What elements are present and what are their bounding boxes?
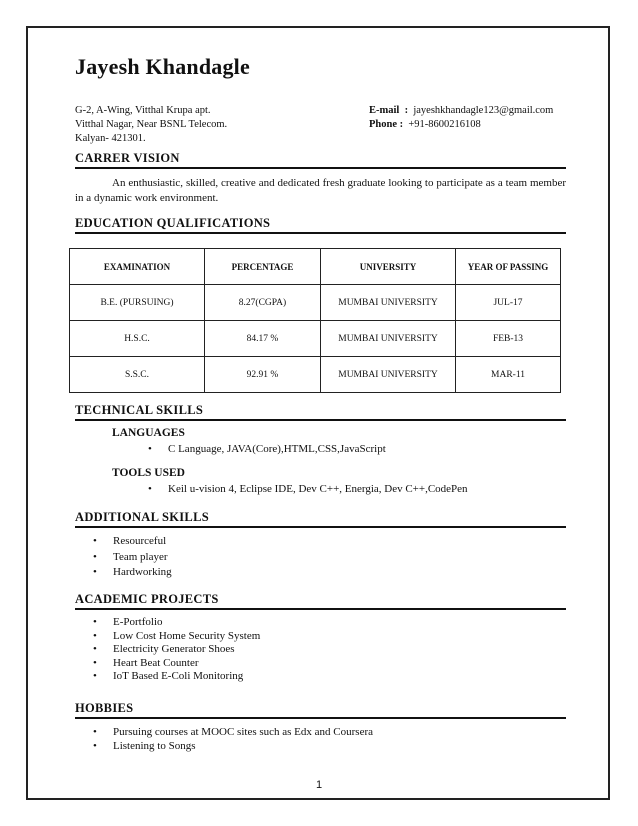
section-heading-projects: ACADEMIC PROJECTS <box>75 592 219 606</box>
address-line: Kalyan- 421301. <box>75 133 146 144</box>
career-vision-text: An enthusiastic, skilled, creative and dedicated fresh graduate looking to participate as a team member in a dynamic work environment. <box>75 177 566 204</box>
column-header: UNIVERSITY <box>321 249 456 285</box>
section-heading-additional: ADDITIONAL SKILLS <box>75 510 209 524</box>
section-divider <box>75 717 566 719</box>
section-divider <box>75 232 566 234</box>
section-heading-technical: TECHNICAL SKILLS <box>75 403 204 417</box>
section-heading-hobbies: HOBBIES <box>75 701 134 715</box>
column-header: PERCENTAGE <box>205 249 321 285</box>
table-header-row <box>70 249 561 285</box>
languages-list <box>148 442 386 457</box>
page-number: 1 <box>315 779 323 791</box>
section-divider <box>75 167 566 169</box>
list-item: • Electricity Generator Shoes <box>93 643 260 657</box>
phone-value: +91-8600216108 <box>408 119 481 130</box>
hobbies-list <box>93 725 373 753</box>
table-row <box>70 321 561 357</box>
section-divider <box>75 608 566 610</box>
email-label: E-mail <box>369 105 400 116</box>
education-table <box>69 248 561 393</box>
list-item: • Resourceful <box>93 534 172 550</box>
candidate-name: Jayesh Khandagle <box>75 54 250 79</box>
email-line: E-mail : jayeshkhandagle123@gmail.com <box>369 105 554 116</box>
address-block <box>75 104 227 146</box>
section-heading-career: CARRER VISION <box>75 151 180 165</box>
address-line: Vitthal Nagar, Near BSNL Telecom. <box>75 119 228 130</box>
table-cell: S.S.C. <box>70 357 205 393</box>
table-row <box>70 285 561 321</box>
list-item: • Keil u-vision 4, Eclipse IDE, Dev C++, Energia, Dev C++,CodePen <box>148 482 468 497</box>
list-item: • Pursuing courses at MOOC sites such as Edx and Coursera <box>93 725 373 739</box>
address-line: G-2, A-Wing, Vitthal Krupa apt. <box>75 105 211 116</box>
table-cell: FEB-13 <box>456 321 561 357</box>
list-item: • Heart Beat Counter <box>93 657 260 671</box>
table-cell: H.S.C. <box>70 321 205 357</box>
table-cell: B.E. (PURSUING) <box>70 285 205 321</box>
table-cell: MUMBAI UNIVERSITY <box>321 321 456 357</box>
table-cell: 84.17 % <box>205 321 321 357</box>
table-cell: 92.91 % <box>205 357 321 393</box>
languages-label: LANGUAGES <box>112 427 185 439</box>
table-cell: MUMBAI UNIVERSITY <box>321 285 456 321</box>
tools-label: TOOLS USED <box>112 467 185 479</box>
phone-label: Phone <box>369 119 398 130</box>
table-cell: JUL-17 <box>456 285 561 321</box>
table-cell: MUMBAI UNIVERSITY <box>321 357 456 393</box>
section-heading-education: EDUCATION QUALIFICATIONS <box>75 216 271 230</box>
column-header: EXAMINATION <box>70 249 205 285</box>
list-item: • Hardworking <box>93 565 172 581</box>
section-divider <box>75 419 566 421</box>
list-item: • Listening to Songs <box>93 739 373 753</box>
section-divider <box>75 526 566 528</box>
list-item: • IoT Based E-Coli Monitoring <box>93 670 260 684</box>
table-cell: MAR-11 <box>456 357 561 393</box>
list-item: • C Language, JAVA(Core),HTML,CSS,JavaScript <box>148 442 386 457</box>
phone-line: Phone : +91-8600216108 <box>369 119 481 130</box>
list-item: • Low Cost Home Security System <box>93 630 260 644</box>
email-value[interactable]: jayeshkhandagle123@gmail.com <box>413 105 554 116</box>
column-header: YEAR OF PASSING <box>456 249 561 285</box>
tools-list <box>148 482 468 497</box>
list-item: • E-Portfolio <box>93 616 260 630</box>
additional-skills-list <box>93 534 172 581</box>
contact-block <box>369 104 553 132</box>
projects-list <box>93 616 260 684</box>
table-row <box>70 357 561 393</box>
table-cell: 8.27(CGPA) <box>205 285 321 321</box>
list-item: • Team player <box>93 550 172 566</box>
